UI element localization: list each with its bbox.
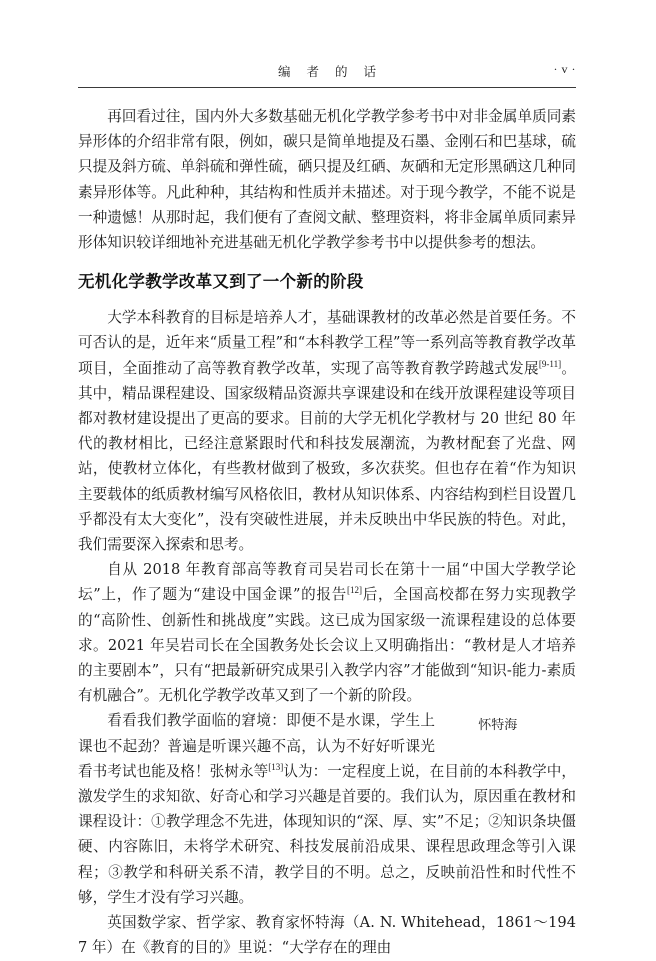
header-rule bbox=[78, 87, 576, 88]
paragraph-2 bbox=[78, 305, 576, 557]
text-column bbox=[78, 104, 576, 961]
paragraph-4 bbox=[78, 708, 576, 910]
citation-ref-13: [13] bbox=[268, 762, 284, 773]
running-head-title: 编 者 的 话 bbox=[278, 64, 382, 79]
section-heading: 无机化学教学改革又到了一个新的阶段 bbox=[78, 272, 364, 292]
figure-caption: 怀特海 bbox=[478, 718, 518, 734]
citation-ref-9-11: [9-11] bbox=[538, 358, 562, 369]
paragraph-4-text-a: 看看我们教学面临的窘境：即便不是水课，学生上课也不起劲？普遍是听课兴趣不高，认为不好好听课光看书考试也能及格！张树永等 bbox=[78, 712, 435, 780]
running-head bbox=[78, 62, 576, 84]
paragraph-5: 英国数学家、哲学家、教育家怀特海（A. N. Whitehead，1861～1947 年）在《教育的目的》里说：“大学存在的理由 bbox=[78, 914, 576, 957]
paragraph-4-text-b: 认为：一定程度上说，在目前的本科教学中，激发学生的求知欲、好奇心和学习兴趣是首要的。我们认为，原因重在教材和课程设计：①教学理念不先进，体现知识的“深、厚、实”不足；②知识条块僵硬、内容陈旧，未将学术研究、科技发展前沿成果、课程思政理念等引入课程；③教学和科研关系不清，教学目的不明。总之，反映前沿性和时代性不够，学生才没有学习兴趣。 bbox=[78, 762, 576, 906]
paragraph-3-text-b: 后，全国高校都在努力实现教学的“高阶性、创新性和挑战度”实践。这已成为国家级一流课程建设的总体要求。2021 年吴岩司长在全国教务处长会议上又明确指出：“教材是人才培养的主要剧本”，只有“把最新研究成果引入教学内容”才能做到“知识-能力-素质有机融合”。无机化学教学改革又到了一个新的阶段。 bbox=[78, 586, 576, 705]
page-number: · v · bbox=[553, 62, 576, 76]
figure-block bbox=[449, 712, 573, 737]
paragraph-3 bbox=[78, 557, 576, 708]
citation-ref-12: [12] bbox=[346, 585, 363, 596]
paragraph-1: 再回看过往，国内外大多数基础无机化学教学参考书中对非金属单质同素异形体的介绍非常有限，例如，碳只是简单地提及石墨、金刚石和巴基球，硫只提及斜方硫、单斜硫和弹性硫，硒只提及红硒、灰硒和无定形黑硒这几种同素异形体等。凡此种种，其结构和性质并未描述。对于现今教学，不能不说是一种遗憾！从那时起，我们便有了查阅文献、整理资料，将非金属单质同素异形体知识较详细地补充进基础无机化学教学参考书中以提供参考的想法。 bbox=[78, 108, 576, 252]
paragraph-3-text-a: 自从 2018 年教育部高等教育司吴岩司长在第十一届“中国大学教学论坛”上，作了题为“建设中国金课”的报告 bbox=[78, 561, 576, 604]
paragraph-2-text-a: 大学本科教育的目标是培养人才，基础课教材的改革必然是首要任务。不可否认的是，近年来“质量工程”和“本科教学工程”等一系列高等教育教学改革项目，全面推动了高等教育教学改革，实现了高等教育教学跨越式发展 bbox=[78, 309, 576, 377]
paragraph-2-text-b: 。其中，精品课程建设、国家级精品资源共享课建设和在线开放课程建设等项目都对教材建设提出了更高的要求。目前的大学无机化学教材与 20 世纪 80 年代的教材相比，已经注意紧跟时代和科技发展潮流，为教材配套了光盘、网站，使教材立体化，有些教材做到了极致，多次获奖。但也存在着“作为知识主要载体的纸质教材编写风格依旧，教材从知识体系、内容结构到栏目设置几乎都没有太大变化”，没有突破性进展，并未反映出中华民族的特色。对此，我们需要深入探索和思考。 bbox=[78, 359, 576, 554]
